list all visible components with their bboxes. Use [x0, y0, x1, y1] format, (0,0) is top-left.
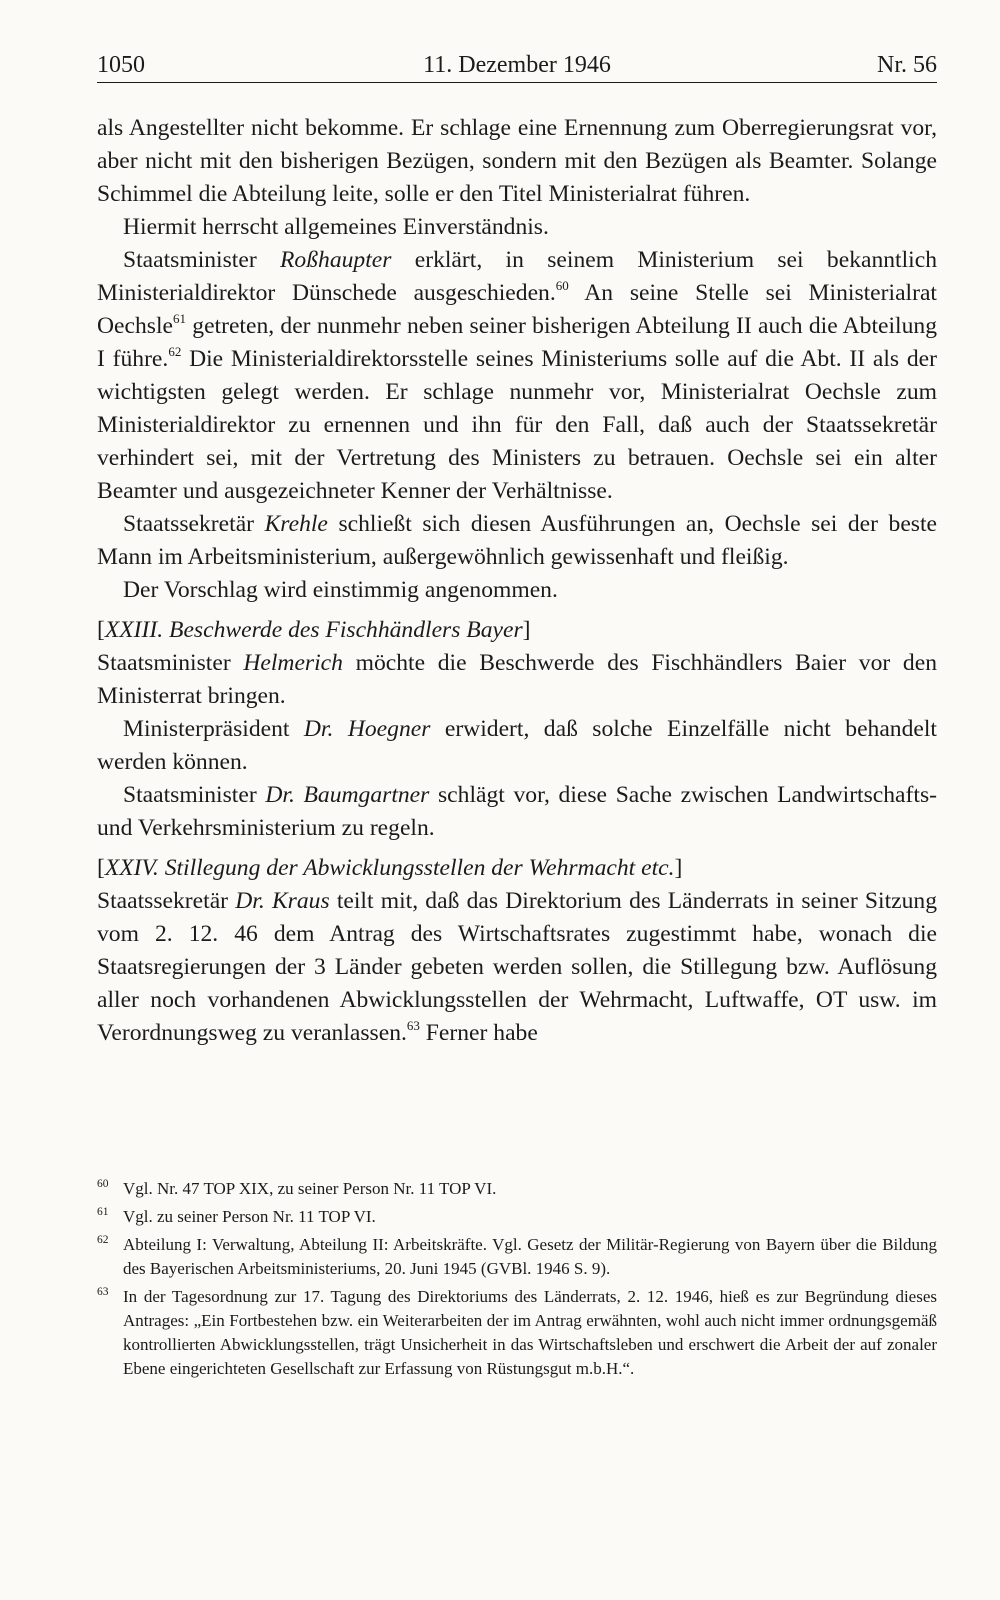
footnote-text: In der Tagesordnung zur 17. Tagung des Direktoriums des Länderrats, 2. 12. 1946, hieß es zur Begründung dieses Antrages: „Ein Fortbestehen bzw. ein Weiterarbeiten der im Antrag erwähnten, wohl auch nicht immer ordnungsgemäß kontrollierten Abwicklungsstellen, trägt Unsicherheit in das Wirtschaftsleben und erschwert die Arbeit der auf zonaler Ebene eingerichteten Gesellschaft zur Erfassung von Rüstungsgut m.b.H.“.: [123, 1287, 937, 1378]
footnote-number: 62: [97, 1234, 109, 1246]
footnote-text: Abteilung I: Verwaltung, Abteilung II: Arbeitskräfte. Vgl. Gesetz der Militär-Regierung von Bayern über die Bildung des Bayerischen Arbeitsministeriums, 20. Juni 1945 (GVBl. 1946 S. 9).: [123, 1235, 937, 1278]
paragraph: Hiermit herrscht allgemeines Einverständnis.: [123, 214, 549, 240]
footnote: [97, 1285, 937, 1381]
footnote-number: 60: [97, 1178, 109, 1190]
issue-number: Nr. 56: [877, 52, 937, 78]
paragraph: Staatssekretär Dr. Kraus teilt mit, daß das Direktorium des Länderrats in seiner Sitzung vom 2. 12. 46 dem Antrag des Wirtschaftsrates zugestimmt habe, wonach die Staatsregierungen der 3 Länder gebeten werden sollen, die Stillegung bzw. Auflösung aller noch vorhandenen Abwicklungsstellen der Wehrmacht, Luftwaffe, OT usw. im Verordnungsweg zu veranlassen.$^{63}$ Ferner habe: [97, 888, 937, 1046]
paragraph: Staatssekretär Krehle schließt sich diesen Ausführungen an, Oechsle sei der beste Mann im Arbeitsministerium, außergewöhnlich gewissenhaft und fleißig.: [97, 511, 938, 570]
paragraph: Der Vorschlag wird einstimmig angenommen.: [123, 577, 558, 603]
footnote-number: 61: [97, 1206, 109, 1218]
document-page: [97, 0, 937, 1600]
footnote-ref[interactable]: 63: [406, 1018, 420, 1034]
speaker-name: Krehle: [264, 511, 328, 537]
footnotes: [97, 1177, 937, 1385]
footnote-number: 63: [97, 1286, 109, 1298]
paragraph: Staatsminister Helmerich möchte die Beschwerde des Fischhändlers Baier vor den Ministerrat bringen.: [97, 650, 937, 709]
footnote-text: Vgl. zu seiner Person Nr. 11 TOP VI.: [123, 1207, 376, 1226]
footnote-text: Vgl. Nr. 47 TOP XIX, zu seiner Person Nr. 11 TOP VI.: [123, 1179, 497, 1198]
footnote: [97, 1233, 937, 1281]
footnote: [97, 1177, 937, 1201]
footnote-ref[interactable]: 60: [555, 278, 569, 294]
page-number: 1050: [97, 52, 145, 78]
header-date: 11. Dezember 1946: [423, 52, 611, 78]
speaker-name: Dr. Baumgartner: [265, 782, 430, 808]
speaker-name: Dr. Hoegner: [303, 716, 431, 742]
footnote-ref[interactable]: 61: [173, 311, 186, 327]
footnote-ref[interactable]: 62: [168, 344, 182, 360]
section-heading: [XXIV. Stillegung der Abwicklungsstellen der Wehrmacht etc.]: [97, 855, 683, 881]
section-heading: [XXIII. Beschwerde des Fischhändlers Bayer]: [97, 617, 531, 643]
paragraph: Staatsminister Roßhaupter erklärt, in seinem Ministerium sei bekanntlich Ministerialdirektor Dünschede ausgeschieden.$^{60}$ An seine Stelle sei Ministerialrat Oechsle$^{61}$ getreten, der nunmehr neben seiner bisherigen Abteilung II auch die Abteilung I führe.$^{62}$ Die Ministerialdirektorsstelle seines Ministeriums solle auf die Abt. II als der wichtigsten gelegt werden. Er schlage nunmehr vor, Ministerialrat Oechsle zum Ministerialdirektor zu ernennen und ihn für den Fall, daß auch der Staatssekretär verhindert sei, mit der Vertretung des Ministers zu betrauen. Oechsle sei ein alter Beamter und ausgezeichneter Kenner der Verhältnisse.: [97, 247, 938, 504]
speaker-name: Dr. Kraus: [235, 888, 330, 914]
paragraph: Staatsminister Dr. Baumgartner schlägt vor, diese Sache zwischen Landwirtschafts- und Verkehrsministerium zu regeln.: [97, 782, 937, 841]
paragraph: Ministerpräsident Dr. Hoegner erwidert, daß solche Einzelfälle nicht behandelt werden können.: [97, 716, 937, 775]
footnote: [97, 1205, 937, 1229]
paragraph: als Angestellter nicht bekomme. Er schlage eine Ernennung zum Oberregierungsrat vor, aber nicht mit den bisherigen Bezügen, sondern mit den Bezügen als Beamter. Solange Schimmel die Abteilung leite, solle er den Titel Ministerialrat führen.: [97, 115, 937, 207]
page-header: [97, 48, 937, 83]
speaker-name: Roßhaupter: [280, 247, 392, 273]
body-text: [97, 112, 937, 1050]
speaker-name: Helmerich: [243, 650, 343, 676]
